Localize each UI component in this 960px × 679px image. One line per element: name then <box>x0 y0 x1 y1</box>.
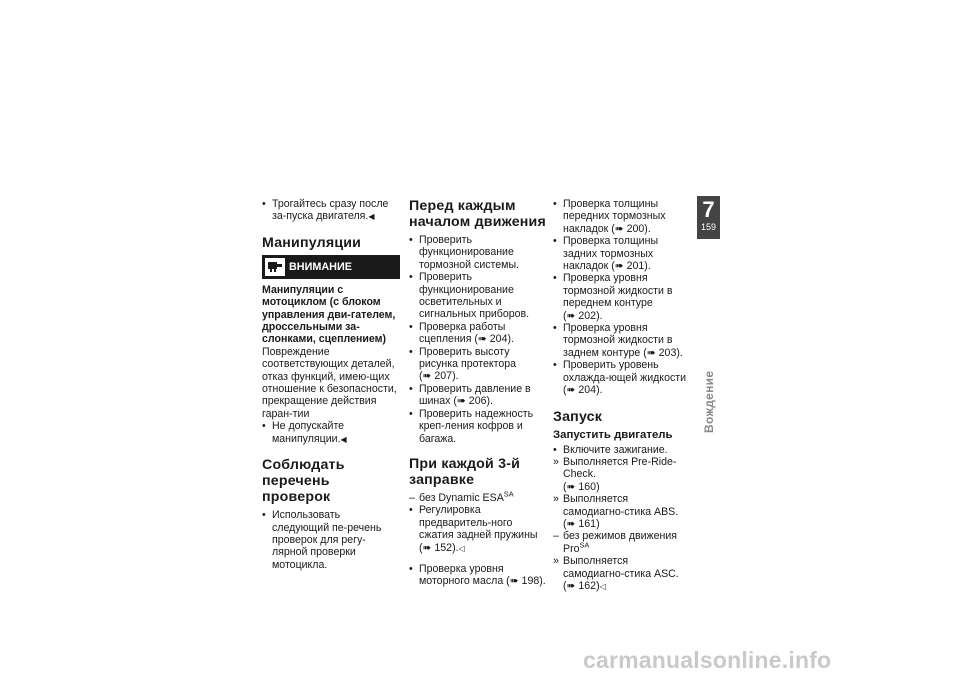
warning-title: Манипуляции с мотоциклом (с блоком управления дви-гателем, дроссельными за-слонками, сцеплением) <box>262 283 396 346</box>
page-reference[interactable]: (➠ 204). <box>563 384 603 397</box>
item-text: Проверить высоту рисунка протектора <box>419 345 517 371</box>
chapter-number: 7 <box>702 197 715 222</box>
end-mark-icon: ◁ <box>458 543 465 553</box>
item-text: Проверка уровня тормозной жидкости в переднем контуре <box>563 272 673 310</box>
reference-arrow-icon: ➠ <box>456 395 466 408</box>
chapter-title: Вождение <box>702 370 716 433</box>
item-text: Проверить давление в шинах <box>419 382 531 408</box>
page-reference[interactable]: (➠ 202). <box>563 309 603 322</box>
page-reference[interactable]: (➠ 200). <box>611 222 651 235</box>
list-item <box>553 322 691 359</box>
condition-text: без Dynamic ESA <box>419 491 504 504</box>
item-text: Проверить уровень охлажда-ющей жидкости <box>563 359 687 384</box>
item-text: Проверить функционирование тормозной системы. <box>419 234 520 271</box>
chapter-side-label <box>696 343 720 433</box>
list-item <box>409 504 547 555</box>
item-text: Выполняется самодиагно-стика ABS. <box>563 493 679 518</box>
list-item <box>409 271 547 321</box>
section-heading: При каждой 3-й заправке <box>409 455 521 488</box>
reference-arrow-icon: ➠ <box>614 260 624 273</box>
reference-arrow-icon: ➠ <box>477 333 487 346</box>
item-text: Проверить надежность креп-ления кофров и багажа. <box>419 407 534 445</box>
list-item: • Включите зажигание. <box>553 444 691 456</box>
subsection-heading: Запустить двигатель <box>553 428 673 441</box>
list-item <box>409 563 547 588</box>
list-item <box>262 420 400 446</box>
column-3 <box>553 198 691 593</box>
item-text: Проверка толщины задних тормозных накладок <box>563 235 659 273</box>
reference-arrow-icon: ➠ <box>422 370 432 383</box>
end-mark-icon: ◀ <box>340 434 347 444</box>
list-item <box>409 346 547 383</box>
reference-arrow-icon: ➠ <box>566 579 576 592</box>
reference-arrow-icon: ➠ <box>646 346 656 359</box>
list-item <box>409 408 547 445</box>
item-text: Проверить функционирование осветительных и сигнальных приборов. <box>419 271 530 321</box>
page-reference[interactable]: (➠ 160) <box>563 480 600 493</box>
checklist-third-refuel <box>553 198 691 397</box>
result-item <box>553 456 691 493</box>
reference-arrow-icon: ➠ <box>566 384 576 397</box>
list-item <box>553 235 691 272</box>
condition-text: без режимов движения Pro <box>563 530 678 555</box>
reference-arrow-icon: ➠ <box>422 541 432 554</box>
checklist-before-ride <box>409 234 547 445</box>
list-item <box>553 272 691 322</box>
result-item <box>553 555 691 593</box>
column-2 <box>409 198 547 588</box>
page-reference[interactable]: (➠ 152). <box>419 541 459 554</box>
item-text: Проверка уровня моторного масла <box>419 562 504 588</box>
page-reference[interactable]: (➠ 207). <box>419 370 459 383</box>
reference-arrow-icon: ➠ <box>566 309 576 322</box>
list-item <box>409 383 547 408</box>
list-item <box>553 359 691 396</box>
page-reference[interactable]: (➠ 161) <box>563 517 600 530</box>
sa-superscript: SA <box>579 540 590 550</box>
list-item <box>409 234 547 271</box>
condition-item <box>409 489 547 504</box>
column-1 <box>262 198 400 571</box>
reference-arrow-icon: ➠ <box>566 480 576 493</box>
list-item <box>409 321 547 346</box>
section-heading: Перед каждым началом движения <box>409 198 546 230</box>
reference-arrow-icon: ➠ <box>614 222 624 235</box>
result-item <box>553 493 691 530</box>
item-text: Трогайтесь сразу после за-пуска двигателя. <box>272 198 389 223</box>
section-heading: Манипуляции <box>262 234 362 251</box>
list-item <box>262 198 400 224</box>
page-reference[interactable]: (➠ 203). <box>643 346 683 359</box>
page-reference[interactable]: (➠ 206). <box>453 395 493 408</box>
item-text: Выполняется Pre-Ride-Check. <box>563 455 677 481</box>
list-item <box>553 198 691 235</box>
warning-label: ВНИМАНИЕ <box>289 260 352 273</box>
page-reference[interactable]: (➠ 201). <box>611 260 651 273</box>
section-heading: Запуск <box>553 408 603 425</box>
warning-text: Повреждение соответствующих деталей, отказ функций, имею-щих отношение к безопасности, прекращение действия гаран-тии <box>262 345 397 420</box>
reference-arrow-icon: ➠ <box>509 575 519 588</box>
warning-pictogram-icon <box>265 258 285 276</box>
item-text: Проверка уровня тормозной жидкости в заднем контуре <box>563 322 673 359</box>
end-mark-icon: ◁ <box>599 581 606 591</box>
item-text: Проверка работы сцепления <box>419 320 506 346</box>
item-text: Проверка толщины передних тормозных накладок <box>563 198 666 235</box>
list-item: • Использовать следующий пе-речень проверок для регу-лярной проверки мотоцикла. <box>262 509 400 571</box>
section-heading: Соблюдать перечень проверок <box>262 457 345 506</box>
watermark: carmanualsonline.info <box>583 647 832 673</box>
item-text: Регулировка предваритель-ного сжатия задней пружины <box>419 504 538 542</box>
item-text: Выполняется самодиагно-стика ASC. <box>563 555 679 580</box>
page-number: 159 <box>700 222 717 232</box>
sa-superscript: SA <box>503 489 514 499</box>
item-text: Не допускайте манипуляции. <box>272 420 345 445</box>
condition-item <box>553 530 691 555</box>
end-mark-icon: ◀ <box>368 212 375 222</box>
page-reference[interactable]: (➠ 198). <box>506 575 546 588</box>
page-reference[interactable]: (➠ 204). <box>474 333 514 346</box>
reference-arrow-icon: ➠ <box>566 517 576 530</box>
page-reference[interactable]: (➠ 162) <box>563 579 600 592</box>
chapter-tab <box>697 196 720 239</box>
warning-banner <box>262 255 400 279</box>
